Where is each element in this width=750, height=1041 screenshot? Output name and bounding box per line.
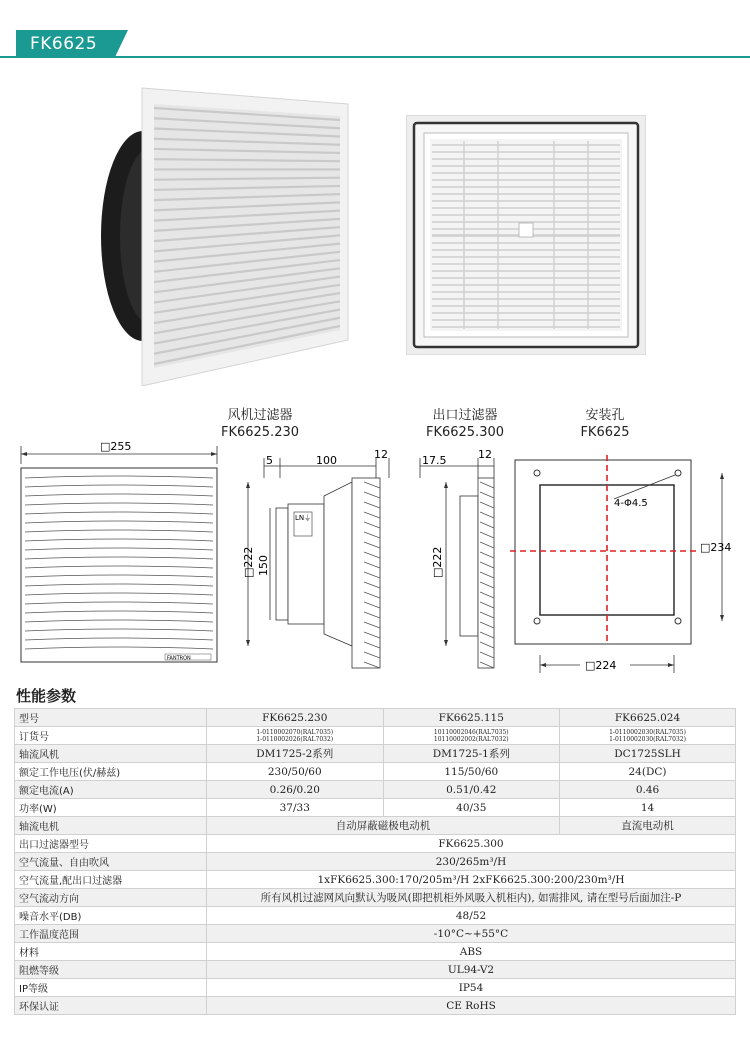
height-dimension: □222 (242, 546, 255, 578)
side-view-drawing (234, 448, 394, 673)
page-title: FK6625 (30, 34, 98, 54)
table-cell: DM1725-2系列 (207, 745, 384, 763)
outlet-side-drawing (410, 448, 500, 673)
mounting-hole-model: FK6625 (580, 425, 630, 440)
table-cell: 24(DC) (560, 763, 736, 781)
frame-dimension: 12 (374, 448, 388, 461)
row-label: 空气流量、自由吹风 (15, 853, 207, 871)
table-cell: -10°C~+55°C (207, 925, 736, 943)
outlet-frame-dimension: 12 (478, 448, 492, 461)
table-row (15, 853, 736, 871)
row-label: 空气流动方向 (15, 889, 207, 907)
row-label: 功率(W) (15, 799, 207, 817)
table-cell: 0.46 (560, 781, 736, 799)
main-depth-dimension: 100 (316, 454, 337, 467)
row-label: 订货号 (15, 727, 207, 745)
fan-filter-name: 风机过滤器 (227, 408, 293, 423)
brand-label: FANTRON (167, 655, 191, 662)
row-label: 轴流风机 (15, 745, 207, 763)
row-label: 材料 (15, 943, 207, 961)
table-row (15, 997, 736, 1015)
front-depth-dimension: 5 (266, 454, 273, 467)
row-label: IP等级 (15, 979, 207, 997)
table-cell: CE RoHS (207, 997, 736, 1015)
outlet-filter-photo (406, 115, 646, 355)
table-row (15, 817, 736, 835)
mounting-hole-name: 安装孔 (585, 408, 625, 423)
table-cell: IP54 (207, 979, 736, 997)
table-cell: 1-0110002030(RAL7035) 1-0110002030(RAL7032) (560, 727, 736, 745)
table-cell: 40/35 (383, 799, 560, 817)
table-cell: 10110002046(RAL7035) 10110002002(RAL7032) (383, 727, 560, 745)
table-row (15, 907, 736, 925)
table-row (15, 835, 736, 853)
row-label: 阻燃等级 (15, 961, 207, 979)
table-cell: DC1725SLH (560, 745, 736, 763)
outlet-filter-model: FK6625.300 (425, 425, 505, 440)
terminal-label: LN⏚ (295, 514, 312, 522)
inner-height-dimension: 150 (257, 555, 270, 576)
table-cell: 48/52 (207, 907, 736, 925)
table-row (15, 709, 736, 727)
table-cell: 230/50/60 (207, 763, 384, 781)
row-label: 环保认证 (15, 997, 207, 1015)
table-cell: 1-0110002070(RAL7035) 1-0110002026(RAL7032) (207, 727, 384, 745)
fan-filter-caption (205, 407, 315, 441)
row-label: 噪音水平(DB) (15, 907, 207, 925)
table-cell: 37/33 (207, 799, 384, 817)
row-label: 额定工作电压(伏/赫兹) (15, 763, 207, 781)
fan-filter-photo (98, 86, 350, 386)
front-view-drawing (15, 438, 225, 668)
table-row (15, 727, 736, 745)
fan-filter-model: FK6625.230 (220, 425, 300, 440)
table-cell: 0.51/0.42 (383, 781, 560, 799)
spec-table (14, 708, 736, 1015)
cut-size-dimension: □224 (585, 659, 617, 672)
table-cell: 1xFK6625.300:170/205m³/H 2xFK6625.300:200/230m³/H (207, 871, 736, 889)
table-row (15, 781, 736, 799)
table-cell: FK6625.115 (383, 709, 560, 727)
table-cell: 自动屏蔽磁极电动机 (207, 817, 560, 835)
table-cell: UL94-V2 (207, 961, 736, 979)
row-label: 额定电流(A) (15, 781, 207, 799)
table-cell: 直流电动机 (560, 817, 736, 835)
mounting-hole-caption (560, 407, 650, 441)
table-row (15, 763, 736, 781)
table-row (15, 943, 736, 961)
outlet-depth-dimension: 17.5 (422, 454, 447, 467)
table-row (15, 961, 736, 979)
table-row (15, 925, 736, 943)
row-label: 工作温度范围 (15, 925, 207, 943)
outlet-filter-name: 出口过滤器 (432, 408, 498, 423)
table-row (15, 871, 736, 889)
table-cell: DM1725-1系列 (383, 745, 560, 763)
table-row (15, 745, 736, 763)
row-label: 出口过滤器型号 (15, 835, 207, 853)
row-label: 型号 (15, 709, 207, 727)
table-cell: 所有风机过滤网风向默认为吸风(即把机柜外风吸入机柜内), 如需排风, 请在型号后面加注-P (207, 889, 736, 907)
hole-size-dimension: □234 (700, 541, 732, 554)
row-label: 轴流电机 (15, 817, 207, 835)
table-row (15, 979, 736, 997)
row-label: 空气流量,配出口过滤器 (15, 871, 207, 889)
hole-spec: 4-Φ4.5 (614, 498, 648, 509)
table-cell: 0.26/0.20 (207, 781, 384, 799)
table-cell: 230/265m³/H (207, 853, 736, 871)
width-dimension: □255 (100, 440, 132, 453)
table-cell: FK6625.024 (560, 709, 736, 727)
table-cell: FK6625.230 (207, 709, 384, 727)
table-cell: ABS (207, 943, 736, 961)
table-cell: FK6625.300 (207, 835, 736, 853)
table-row (15, 799, 736, 817)
table-cell: 115/50/60 (383, 763, 560, 781)
section-title: 性能参数 (16, 687, 77, 705)
table-row (15, 889, 736, 907)
outlet-filter-caption (410, 407, 520, 441)
mounting-hole-drawing (510, 455, 745, 675)
outlet-height-dimension: □222 (431, 546, 444, 578)
table-cell: 14 (560, 799, 736, 817)
